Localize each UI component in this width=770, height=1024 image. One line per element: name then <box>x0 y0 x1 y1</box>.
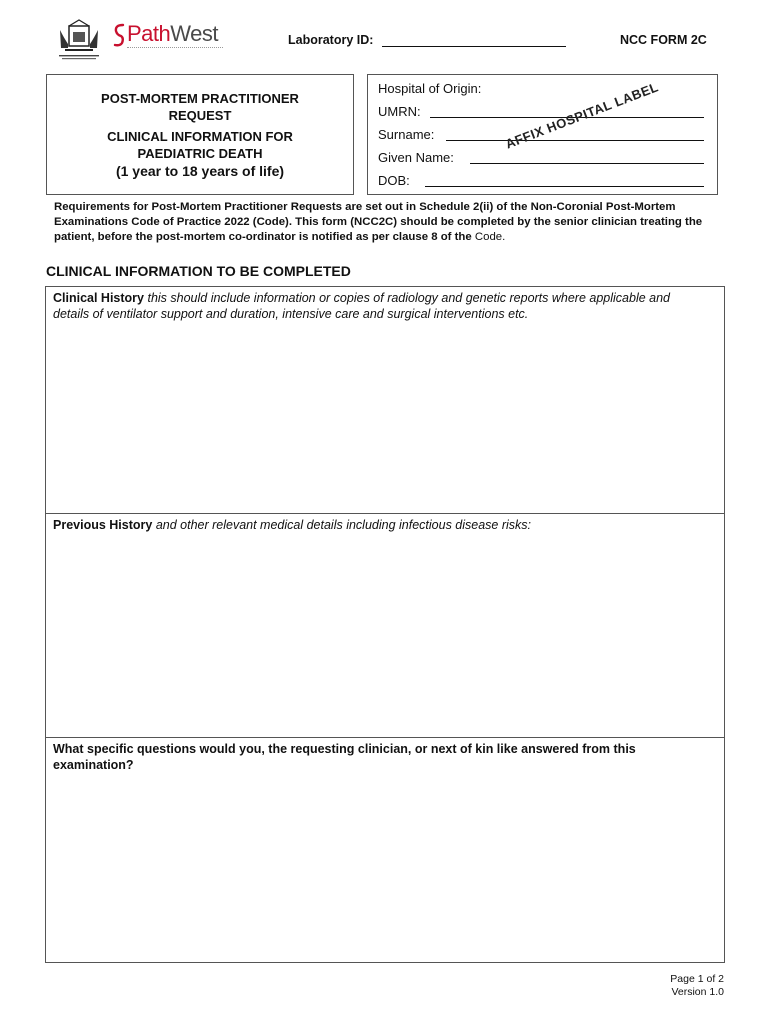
title-line-1: POST-MORTEM PRACTITIONER <box>101 90 299 106</box>
title-line-3: CLINICAL INFORMATION FOR <box>107 128 293 144</box>
section-heading: CLINICAL INFORMATION TO BE COMPLETED <box>46 263 351 279</box>
title-line-2: REQUEST <box>168 107 232 123</box>
laboratory-id-label: Laboratory ID: <box>288 33 374 47</box>
requirements-text: Requirements for Post-Mortem Practitioner Requests are set out in Schedule 2(ii) of the Non-Coronial Post-Mortem Examinations Code of Practice 2022 (Code). This form (NCC2C) should be completed by the senior clinician treating the patient, before the post-mortem co-ordinator is notified as per clause 8 of the <box>54 201 703 243</box>
title-line-5: (1 year to 18 years of life) <box>115 162 285 179</box>
title-line-4: PAEDIATRIC DEATH <box>137 145 263 161</box>
clinical-history-section[interactable] <box>46 287 724 514</box>
form-code: NCC FORM 2C <box>620 33 707 47</box>
page-footer <box>670 973 724 999</box>
pathwest-s-icon <box>113 22 125 48</box>
hospital-label-box <box>367 74 718 195</box>
given-name-label: Given Name: <box>378 150 454 165</box>
hospital-of-origin-label: Hospital of Origin: <box>378 81 482 96</box>
previous-history-section[interactable] <box>46 513 724 738</box>
brand-west: West <box>170 21 218 46</box>
previous-history-title: Previous History <box>53 518 153 532</box>
pathwest-tagline-line <box>127 47 223 50</box>
affix-hospital-label-stamp: AFFIX HOSPITAL LABEL <box>503 79 661 152</box>
dob-field[interactable] <box>425 186 704 187</box>
surname-label: Surname: <box>378 127 435 142</box>
clinical-history-title: Clinical History <box>53 291 144 305</box>
dob-label: DOB: <box>378 173 410 188</box>
clinical-history-description: this should include information or copies of radiology and genetic reports where applicable and details of ventilator support and duration, intensive care and surgical interventions etc. <box>53 291 671 321</box>
specific-questions-section[interactable] <box>46 737 724 962</box>
version-number: Version 1.0 <box>671 986 724 998</box>
form-title-box <box>46 74 354 195</box>
requirements-code-ref: Code. <box>471 231 506 243</box>
pathwest-logo <box>113 22 218 48</box>
page-number: Page 1 of 2 <box>670 973 724 985</box>
brand-path: Path <box>127 21 171 46</box>
surname-field[interactable] <box>446 140 704 141</box>
requirements-paragraph <box>54 200 724 245</box>
laboratory-id-field[interactable] <box>382 46 566 47</box>
given-name-field[interactable] <box>470 163 704 164</box>
specific-questions-title: What specific questions would you, the requesting clinician, or next of kin like answered from this examination? <box>53 742 636 772</box>
umrn-label: UMRN: <box>378 104 421 119</box>
clinical-information-table <box>45 286 725 963</box>
wa-government-crest <box>56 18 102 62</box>
previous-history-description: and other relevant medical details including infectious disease risks: <box>152 518 532 532</box>
